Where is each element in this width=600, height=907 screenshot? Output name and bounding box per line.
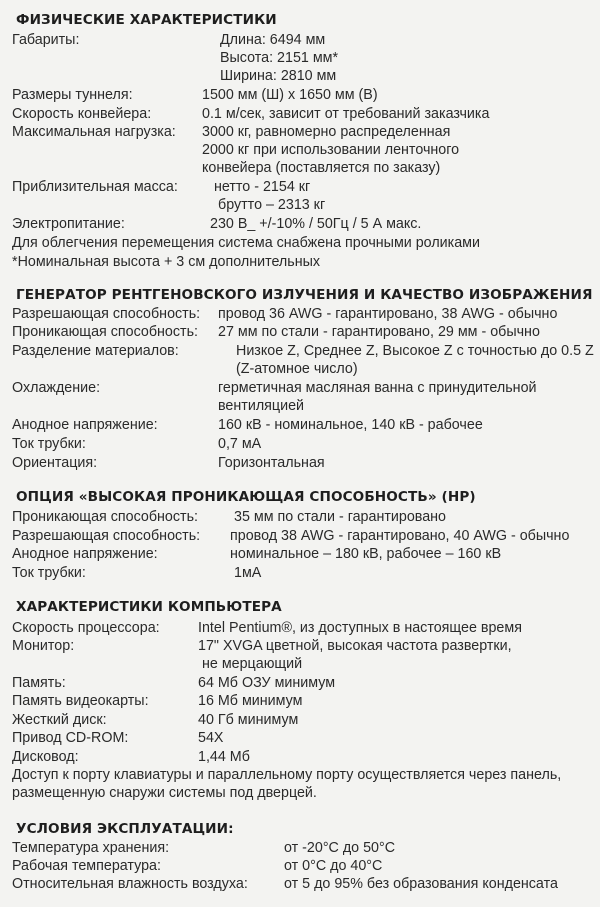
label: Проникающая способность: xyxy=(12,324,198,340)
value: (Z-атомное число) xyxy=(236,361,358,377)
value: от -20°С до 50°С xyxy=(284,840,396,856)
label: Размеры туннеля: xyxy=(12,87,133,103)
value: не мерцающий xyxy=(202,656,303,672)
label: Скорость конвейера: xyxy=(12,106,152,122)
label: Разрешающая способность: xyxy=(12,306,201,322)
label: Проникающая способность: xyxy=(12,509,198,525)
label: Разделение материалов: xyxy=(12,343,179,359)
section-title-hp: ОПЦИЯ «ВЫСОКАЯ ПРОНИКАЮЩАЯ СПОСОБНОСТЬ» (HP) xyxy=(16,489,476,505)
label: Температура хранения: xyxy=(12,840,170,856)
label: Ток трубки: xyxy=(12,565,86,581)
value: нетто - 2154 кг xyxy=(214,179,311,195)
label: Анодное напряжение: xyxy=(12,417,158,433)
value: 16 Мб минимум xyxy=(198,693,303,709)
label: Приблизительная масса: xyxy=(12,179,178,195)
value: провод 36 AWG - гарантировано, 38 AWG - обычно xyxy=(218,306,558,322)
value: номинальное – 180 кВ, рабочее – 160 кВ xyxy=(230,546,502,562)
label: Ориентация: xyxy=(12,455,98,471)
note-ports-2: размещенную снаружи системы под дверцей. xyxy=(12,785,317,801)
label: Привод CD-ROM: xyxy=(12,730,129,746)
label: Охлаждение: xyxy=(12,380,101,396)
note-rollers: Для облегчения перемещения система снабжена прочными роликами xyxy=(12,235,480,251)
section-title-physical: ФИЗИЧЕСКИЕ ХАРАКТЕРИСТИКИ xyxy=(16,12,277,28)
value: 40 Гб минимум xyxy=(198,712,299,728)
section-title-computer: ХАРАКТЕРИСТИКИ КОМПЬЮТЕРА xyxy=(16,599,282,615)
value: 1мА xyxy=(234,565,262,581)
value: 160 кВ - номинальное, 140 кВ - рабочее xyxy=(218,417,483,433)
value: 64 Мб ОЗУ минимум xyxy=(198,675,336,691)
value: Intel Pentium®, из доступных в настоящее время xyxy=(198,620,522,636)
note-ports-1: Доступ к порту клавиатуры и параллельному порту осуществляется через панель, xyxy=(12,767,562,783)
value: 1,44 Мб xyxy=(198,749,250,765)
value: 27 мм по стали - гарантировано, 29 мм - обычно xyxy=(218,324,540,340)
label: Память видеокарты: xyxy=(12,693,149,709)
label: Память: xyxy=(12,675,66,691)
section-title-xray: ГЕНЕРАТОР РЕНТГЕНОВСКОГО ИЗЛУЧЕНИЯ И КАЧЕСТВО ИЗОБРАЖЕНИЯ xyxy=(16,287,593,303)
label: Ток трубки: xyxy=(12,436,86,452)
value: 54X xyxy=(198,730,224,746)
value: герметичная масляная ванна с принудительной xyxy=(218,380,537,396)
value: вентиляцией xyxy=(218,398,305,414)
label: Относительная влажность воздуха: xyxy=(12,876,248,892)
label: Рабочая температура: xyxy=(12,858,161,874)
value: Ширина: 2810 мм xyxy=(220,68,337,84)
value: 230 В_ +/-10% / 50Гц / 5 А макс. xyxy=(210,216,422,232)
label: Разрешающая способность: xyxy=(12,528,201,544)
label: Максимальная нагрузка: xyxy=(12,124,176,140)
value: 1500 мм (Ш) x 1650 мм (В) xyxy=(202,87,378,103)
label: Скорость процессора: xyxy=(12,620,160,636)
value: от 0°С до 40°С xyxy=(284,858,383,874)
label: Дисковод: xyxy=(12,749,79,765)
value: от 5 до 95% без образования конденсата xyxy=(284,876,558,892)
value: Низкое Z, Среднее Z, Высокое Z с точностью до 0.5 Z xyxy=(236,343,594,359)
label: Анодное напряжение: xyxy=(12,546,158,562)
value: конвейера (поставляется по заказу) xyxy=(202,160,441,176)
value: Длина: 6494 мм xyxy=(220,32,326,48)
value: 35 мм по стали - гарантировано xyxy=(234,509,447,525)
value: 3000 кг, равномерно распределенная xyxy=(202,124,451,140)
note-height: *Номинальная высота + 3 см дополнительных xyxy=(12,254,321,270)
label: Электропитание: xyxy=(12,216,125,232)
value: 0,7 мА xyxy=(218,436,262,452)
value: 0.1 м/сек, зависит от требований заказчика xyxy=(202,106,490,122)
value: провод 38 AWG - гарантировано, 40 AWG - обычно xyxy=(230,528,570,544)
value: Высота: 2151 мм* xyxy=(220,50,339,66)
value: брутто – 2313 кг xyxy=(218,197,326,213)
value: 2000 кг при использовании ленточного xyxy=(202,142,460,158)
section-title-operating: УСЛОВИЯ ЭКСПЛУАТАЦИИ: xyxy=(16,821,234,837)
label: Жесткий диск: xyxy=(12,712,107,728)
value: 17" XVGA цветной, высокая частота развертки, xyxy=(198,638,512,654)
value: Горизонтальная xyxy=(218,455,325,471)
label: Монитор: xyxy=(12,638,75,654)
label: Габариты: xyxy=(12,32,80,48)
